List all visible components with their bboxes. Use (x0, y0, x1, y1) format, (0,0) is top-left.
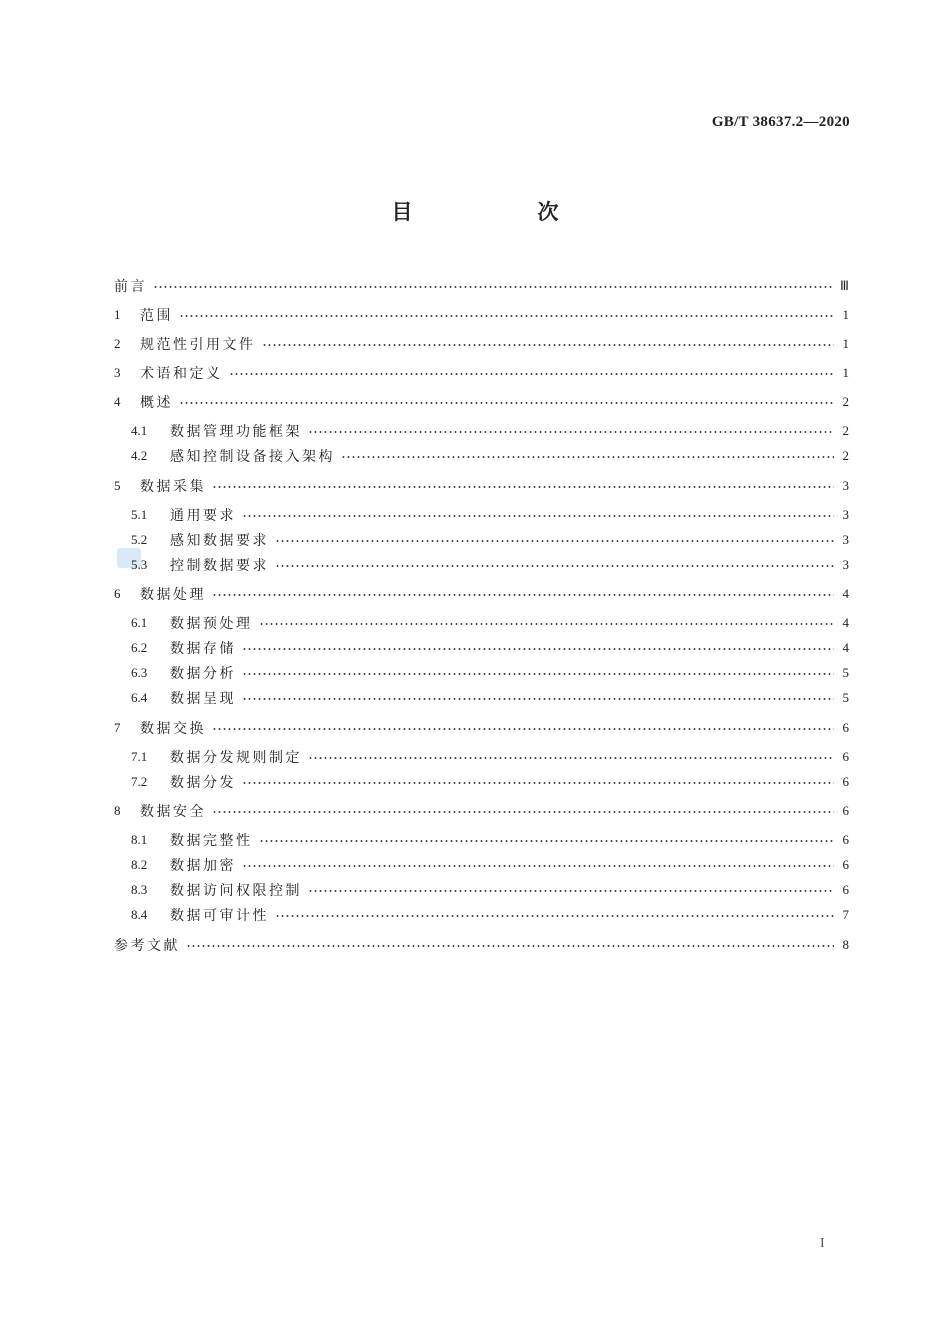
toc-entry[interactable] (114, 276, 849, 296)
toc-leader-dots (242, 698, 834, 700)
standard-code: GB/T 38637.2—2020 (711, 114, 850, 130)
toc-leader-dots (242, 673, 834, 675)
toc-entry[interactable] (131, 505, 849, 525)
toc-entry-page: 1 (842, 365, 849, 380)
toc-leader-dots (212, 728, 834, 730)
toc-entry-page: 6 (842, 803, 849, 818)
toc-entry-number: 3 (114, 365, 121, 380)
toc-entry[interactable] (131, 530, 849, 550)
toc-entry-label: 数据管理功能框架 (170, 424, 302, 440)
toc-entry-label: 数据加密 (170, 858, 236, 874)
toc-entry-label: 通用要求 (170, 508, 236, 524)
toc-leader-dots (262, 344, 835, 346)
toc-entry[interactable] (114, 363, 849, 383)
toc-entry[interactable] (131, 613, 849, 633)
toc-entry-label: 前言 (114, 279, 147, 295)
toc-entry-page: 6 (842, 882, 849, 897)
toc-entry[interactable] (131, 830, 849, 850)
toc-entry-number: 5.2 (131, 532, 148, 547)
toc-entry-label: 数据采集 (140, 479, 206, 495)
toc-entry-number: 5.3 (131, 557, 148, 572)
toc-entry-page: 7 (842, 907, 849, 922)
toc-entry-page: 4 (842, 640, 849, 655)
page-title: 目 次 (391, 200, 611, 224)
toc-entry-page: Ⅲ (840, 278, 849, 293)
toc-entry-number: 4 (114, 394, 121, 409)
toc-entry[interactable] (114, 801, 849, 821)
toc-leader-dots (242, 865, 834, 867)
toc-entry-page: 3 (842, 557, 849, 572)
toc-entry-label: 数据分发规则制定 (170, 750, 302, 766)
toc-entry[interactable] (131, 446, 849, 466)
toc-entry-page: 6 (842, 832, 849, 847)
toc-entry[interactable] (131, 555, 849, 575)
toc-entry-page: 8 (842, 937, 849, 952)
toc-entry-label: 数据分析 (170, 666, 236, 682)
toc-entry[interactable] (131, 747, 849, 767)
toc-leader-dots (242, 515, 834, 517)
toc-leader-dots (242, 782, 834, 784)
toc-entry-label: 数据交换 (140, 721, 206, 737)
toc-entry-page: 6 (842, 857, 849, 872)
toc-leader-dots (179, 315, 834, 317)
toc-entry-label: 术语和定义 (140, 366, 223, 382)
footer-page-number: I (820, 1236, 825, 1251)
toc-entry-number: 4.1 (131, 423, 148, 438)
toc-entry-page: 3 (842, 478, 849, 493)
toc-entry-page: 2 (842, 394, 849, 409)
toc-leader-dots (259, 623, 835, 625)
toc-leader-dots (242, 648, 834, 650)
toc-entry-label: 数据完整性 (170, 833, 253, 849)
toc-entry[interactable] (131, 688, 849, 708)
toc-leader-dots (275, 565, 834, 567)
toc-leader-dots (212, 594, 834, 596)
toc-entry[interactable] (114, 392, 849, 412)
toc-entry-label: 规范性引用文件 (140, 337, 256, 353)
toc-leader-dots (229, 373, 835, 375)
toc-entry-page: 6 (842, 720, 849, 735)
toc-entry[interactable] (114, 935, 849, 955)
toc-entry[interactable] (114, 476, 849, 496)
toc-entry[interactable] (114, 584, 849, 604)
toc-entry-label: 数据安全 (140, 804, 206, 820)
toc-entry[interactable] (114, 718, 849, 738)
toc-leader-dots (179, 402, 834, 404)
toc-leader-dots (212, 811, 834, 813)
toc-entry-number: 8.4 (131, 907, 148, 922)
toc-entry-page: 5 (842, 690, 849, 705)
toc-entry-number: 7 (114, 720, 121, 735)
toc-entry-number: 8.3 (131, 882, 148, 897)
toc-entry-page: 4 (842, 615, 849, 630)
toc-leader-dots (275, 540, 834, 542)
toc-entry[interactable] (131, 880, 849, 900)
toc-entry-number: 6.1 (131, 615, 148, 630)
toc-entry-number: 8.1 (131, 832, 148, 847)
toc-entry-label: 感知数据要求 (170, 533, 269, 549)
toc-entry-number: 8.2 (131, 857, 148, 872)
toc-entry-page: 2 (842, 423, 849, 438)
toc-entry[interactable] (114, 334, 849, 354)
toc-leader-dots (212, 486, 834, 488)
toc-leader-dots (259, 840, 835, 842)
toc-entry-label: 数据分发 (170, 775, 236, 791)
toc-entry-page: 3 (842, 507, 849, 522)
toc-leader-dots (308, 890, 834, 892)
toc-entry-label: 数据可审计性 (170, 908, 269, 924)
toc-entry-number: 6.4 (131, 690, 148, 705)
toc-leader-dots (308, 431, 834, 433)
toc-entry-page: 6 (842, 774, 849, 789)
toc-entry-number: 7.2 (131, 774, 148, 789)
toc-entry-label: 数据访问权限控制 (170, 883, 302, 899)
toc-entry[interactable] (131, 663, 849, 683)
toc-leader-dots (186, 945, 834, 947)
toc-entry-label: 感知控制设备接入架构 (170, 449, 335, 465)
toc-entry-label: 参考文献 (114, 938, 180, 954)
toc-entry-number: 4.2 (131, 448, 148, 463)
toc-entry-page: 5 (842, 665, 849, 680)
toc-entry-number: 5.1 (131, 507, 148, 522)
toc-entry-label: 数据存储 (170, 641, 236, 657)
toc-entry[interactable] (131, 905, 849, 925)
toc-entry-page: 2 (842, 448, 849, 463)
toc-entry[interactable] (131, 855, 849, 875)
toc-entry-number: 1 (114, 307, 121, 322)
toc-entry-number: 6.2 (131, 640, 148, 655)
toc-entry-page: 3 (842, 532, 849, 547)
toc-entry-page: 1 (842, 336, 849, 351)
toc-entry[interactable] (131, 421, 849, 441)
toc-entry[interactable] (131, 638, 849, 658)
toc-entry-label: 数据处理 (140, 587, 206, 603)
toc-entry-number: 6 (114, 586, 121, 601)
toc-entry-number: 8 (114, 803, 121, 818)
toc-entry-label: 范围 (140, 308, 173, 324)
toc-entry-label: 概述 (140, 395, 173, 411)
toc-entry-number: 2 (114, 336, 121, 351)
toc-entry-label: 数据呈现 (170, 691, 236, 707)
toc-entry-page: 1 (842, 307, 849, 322)
toc-entry[interactable] (131, 772, 849, 792)
toc-leader-dots (341, 456, 834, 458)
toc-entry-number: 7.1 (131, 749, 148, 764)
toc-entry-page: 6 (842, 749, 849, 764)
toc-leader-dots (153, 286, 834, 288)
toc-entry-number: 5 (114, 478, 121, 493)
toc-leader-dots (275, 915, 834, 917)
toc-entry-number: 6.3 (131, 665, 148, 680)
toc-entry[interactable] (114, 305, 849, 325)
toc-entry-label: 数据预处理 (170, 616, 253, 632)
toc-leader-dots (308, 757, 834, 759)
toc-entry-label: 控制数据要求 (170, 558, 269, 574)
toc-entry-page: 4 (842, 586, 849, 601)
